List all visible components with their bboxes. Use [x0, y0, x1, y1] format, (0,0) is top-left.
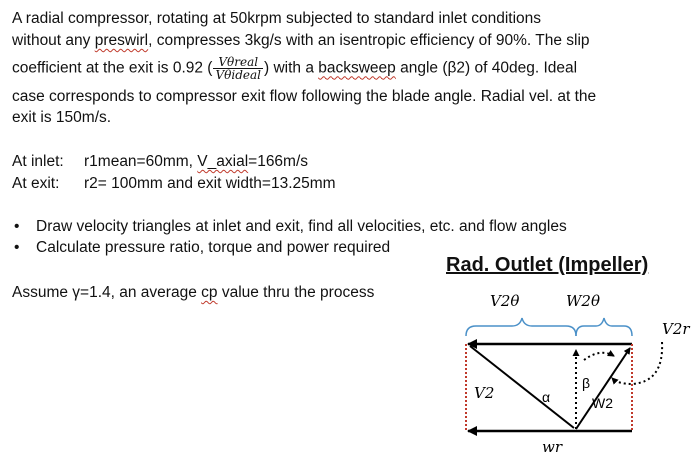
v2-label: V2 [474, 384, 495, 402]
problem-line-4: case corresponds to compressor exit flow following the blade angle. Radial vel. at the [12, 88, 597, 105]
diagram-title: Rad. Outlet (Impeller) [446, 254, 649, 276]
problem-line-3: coefficient at the exit is 0.92 ( $\frac{\text{Vθreal}}{\text{Vθideal}}$ ) with a backsweep angle (β2) of 40deg. Ideal [12, 55, 578, 82]
v2theta-label: V2θ [490, 292, 520, 310]
slip-fraction: $\frac{\text{Vθreal}}{\text{Vθideal}}$ [215, 55, 261, 82]
exit-conditions: At exit: r2= 100mm and exit width=13.25mm [12, 175, 336, 192]
cp-word: cp [201, 284, 218, 301]
beta-label: β [582, 375, 591, 391]
alpha-label: α [542, 389, 551, 405]
v2r-label: V2r [662, 320, 690, 338]
w2theta-label: W2θ [566, 292, 600, 310]
backsweep-word: backsweep [318, 59, 396, 77]
preswirl-word: preswirl [94, 32, 149, 49]
problem-line-5: exit is 150m/s. [12, 109, 112, 126]
w2-label: W2 [592, 395, 613, 411]
problem-line-1: A radial compressor, rotating at 50krpm subjected to standard inlet conditions [12, 10, 542, 27]
inlet-conditions: At inlet: r1mean=60mm, V_axial=166m/s [12, 153, 309, 170]
wr-label: wr [542, 438, 563, 456]
assumption-line: Assume γ=1.4, an average cp value thru the process [12, 284, 375, 301]
beta-arc [584, 353, 614, 360]
problem-line-2: without any preswirl, compresses 3kg/s with an isentropic efficiency of 90%. The slip [12, 32, 590, 49]
v-axial-word: V_axial [197, 153, 249, 170]
w2theta-bracket [576, 318, 632, 336]
v2theta-bracket [466, 318, 576, 336]
